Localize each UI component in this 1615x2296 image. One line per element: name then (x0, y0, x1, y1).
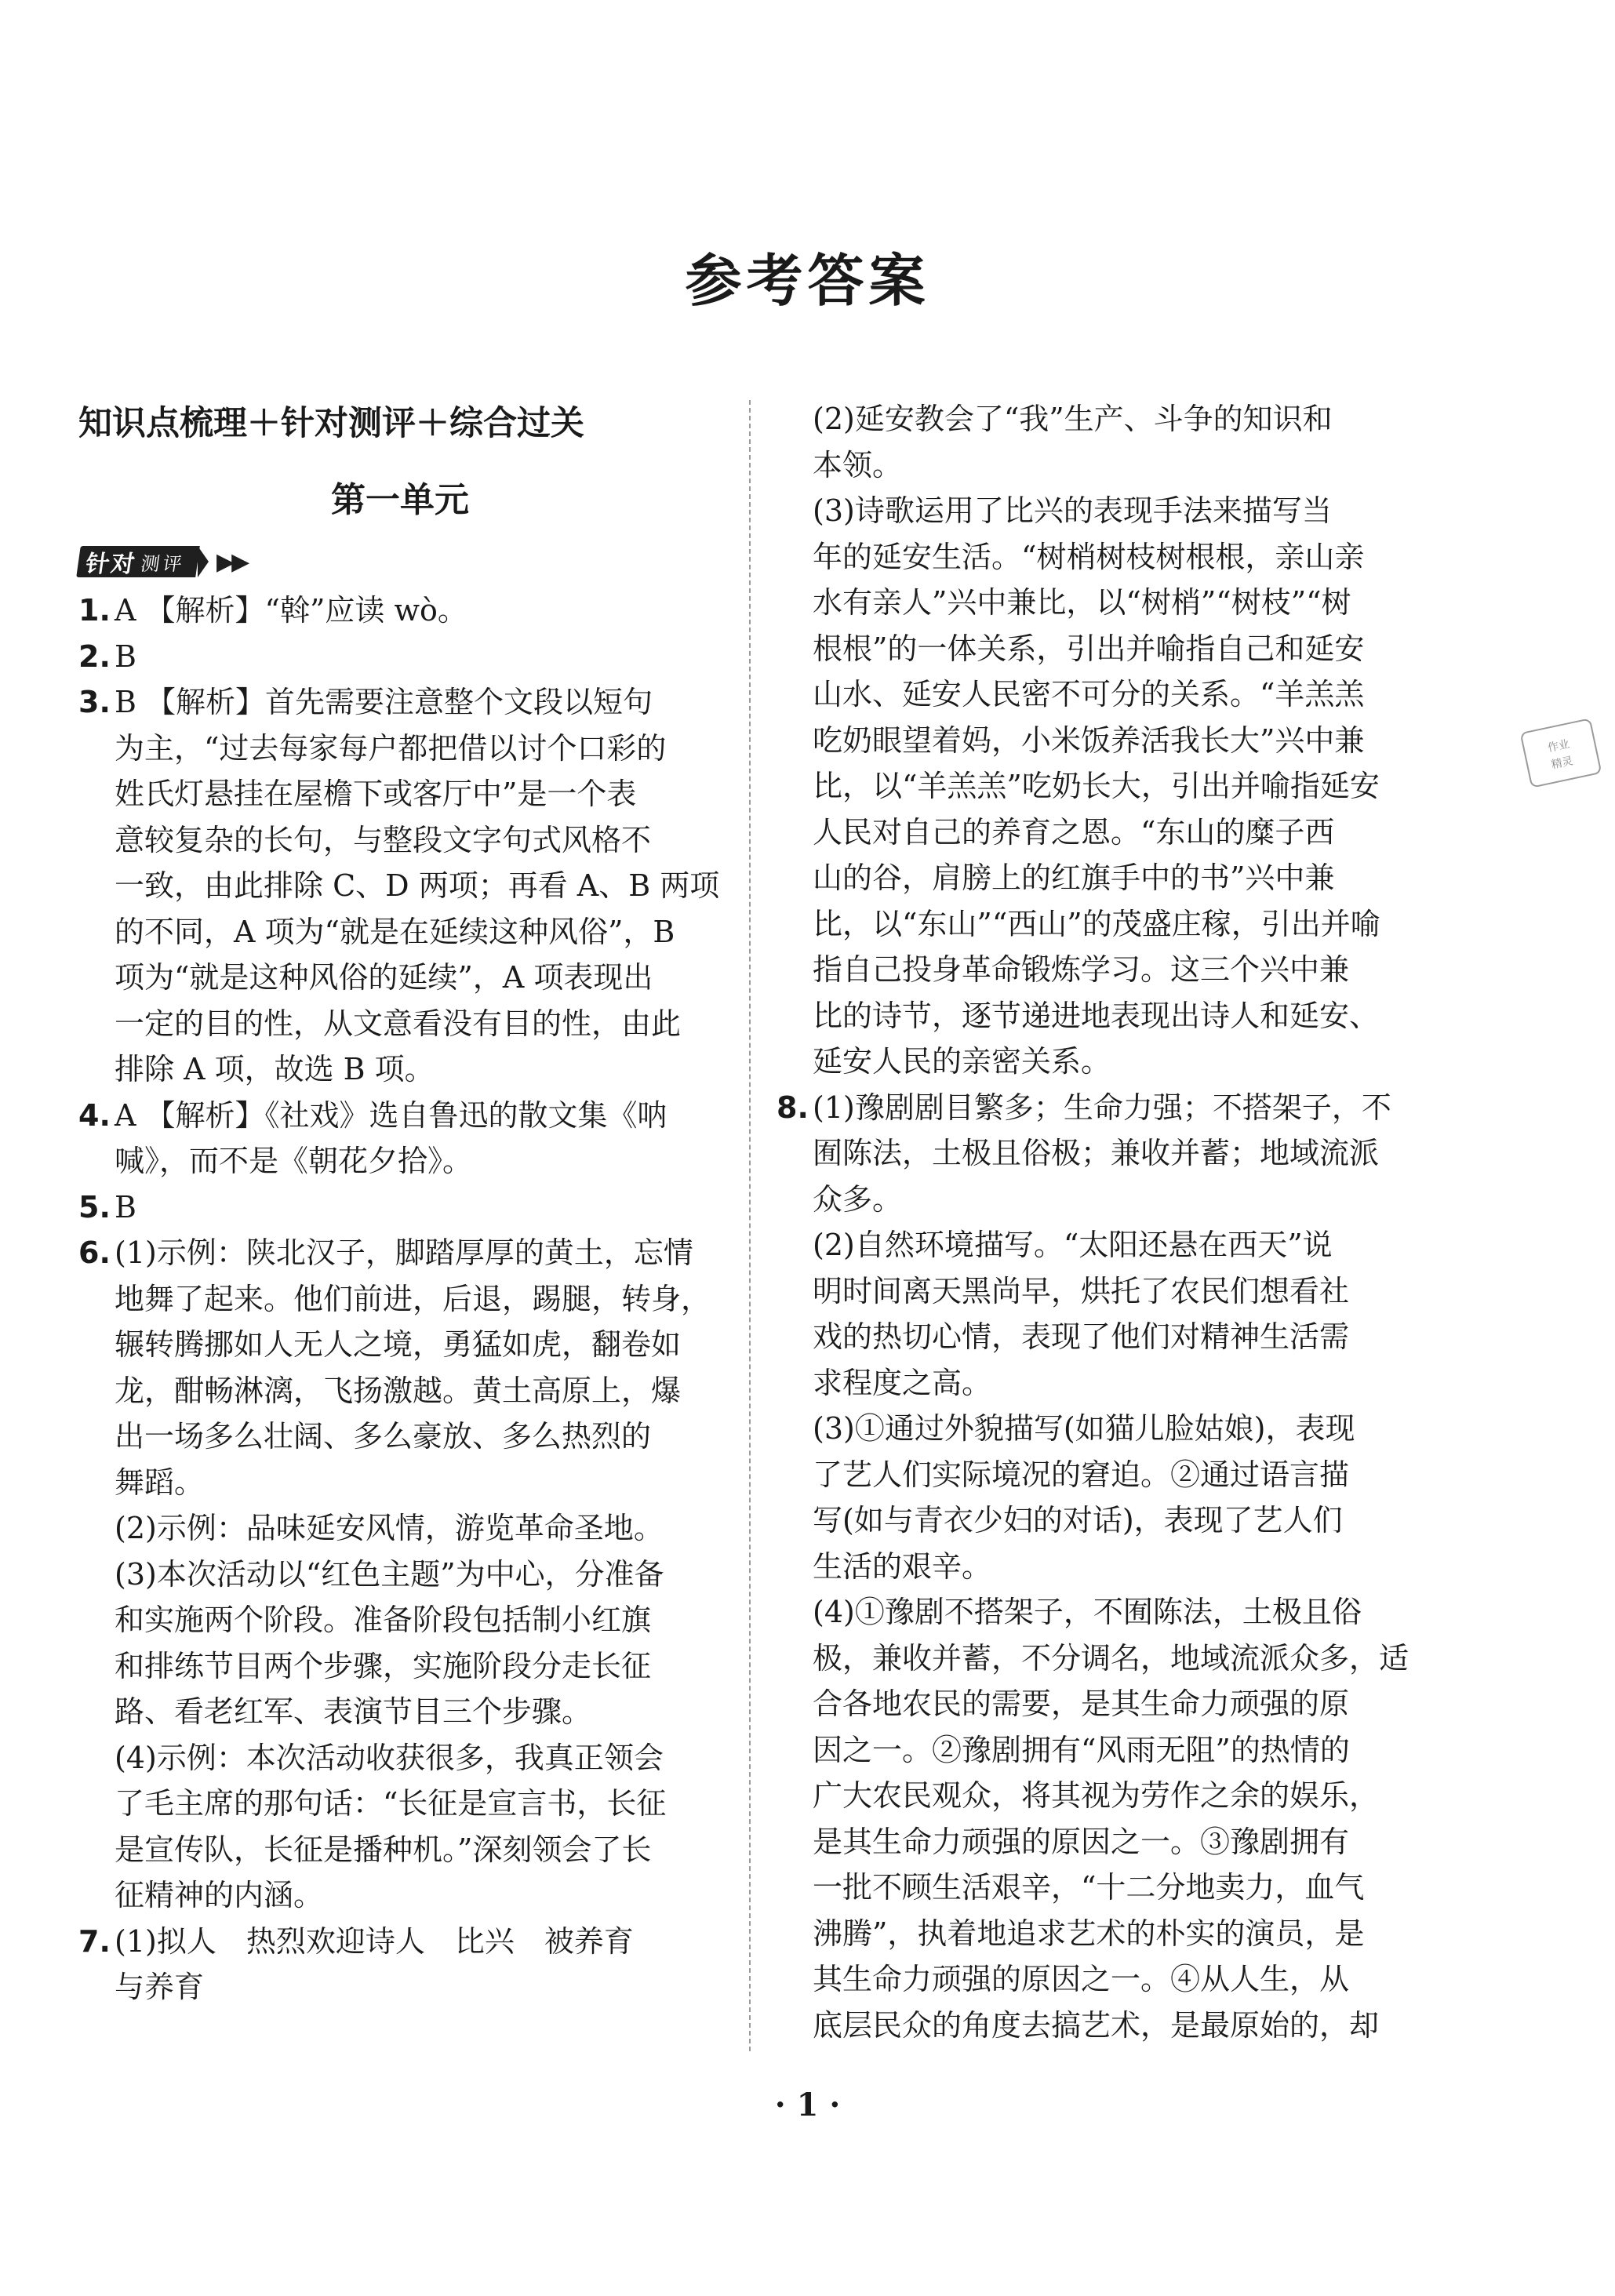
answer-line: 人民对自己的养育之恩。“东山的糜子西 (813, 814, 1335, 850)
answer-line: 众多。 (813, 1181, 903, 1217)
answer-number: 4. (78, 1097, 111, 1133)
answer-line: B (115, 639, 136, 674)
answer-line: 意较复杂的长句，与整段文字句式风格不 (115, 822, 652, 857)
answer-line: A 【解析】“斡”应读 wò。 (115, 593, 467, 628)
answer-line: 与养育 (115, 1970, 205, 2004)
answer-line: 的不同，A 项为“就是在延续这种风俗”，B (115, 914, 675, 949)
answer-line: (1)示例：陕北汉子，脚踏厚厚的黄土，忘情 (115, 1235, 693, 1270)
answer-item (78, 1093, 722, 1184)
answer-line: 指自己投身革命锻炼学习。这三个兴中兼 (813, 952, 1350, 987)
answer-line: 路、看老红军、表演节目三个步骤。 (115, 1694, 592, 1729)
answer-line: (2)自然环境描写。“太阳还悬在西天”说 (813, 1228, 1333, 1262)
answer-line: 山的谷，肩膀上的红旗手中的书”兴中兼 (813, 861, 1335, 895)
answer-line: B 【解析】首先需要注意整个文段以短句 (115, 685, 653, 719)
answer-number: 2. (78, 639, 111, 674)
answer-item (78, 1184, 722, 1231)
answer-line: 一批不顾生活艰辛，“十二分地卖力，血气 (813, 1870, 1365, 1905)
right-column (777, 396, 1420, 2048)
homework-stamp (1510, 702, 1612, 804)
answer-line: 合各地农民的需要，是其生命力顽强的原 (813, 1687, 1350, 1721)
answer-line: 一致，由此排除 C、D 两项；再看 A、B 两项 (115, 868, 720, 903)
answer-line: 水有亲人”兴中兼比，以“树梢”“树枝”“树 (813, 585, 1351, 620)
answer-number: 5. (78, 1189, 111, 1224)
answer-number: 1. (78, 593, 111, 628)
answer-line: 了艺人们实际境况的窘迫。②通过语言描 (813, 1457, 1350, 1492)
answer-line: 舞蹈。 (115, 1465, 205, 1500)
answer-line: B (115, 1189, 136, 1224)
answer-line: (4)示例：本次活动收获很多，我真正领会 (115, 1740, 664, 1775)
answer-line: (1)豫剧剧目繁多；生命力强；不搭架子，不 (813, 1090, 1391, 1125)
answer-line: (2)延安教会了“我”生产、斗争的知识和 (813, 402, 1333, 436)
answer-line: 其生命力顽强的原因之一。④从人生，从 (813, 1962, 1350, 1996)
answer-line: (2)示例：品味延安风情，游览革命圣地。 (115, 1511, 664, 1545)
answer-line: 一定的目的性，从文意看没有目的性，由此 (115, 1006, 682, 1041)
answer-line: A 【解析】《社戏》选自鲁迅的散文集《呐 (115, 1097, 667, 1133)
unit-heading: 第一单元 (331, 480, 469, 520)
answer-line: 姓氏灯悬挂在屋檐下或客厅中”是一个表 (115, 777, 637, 811)
test-badge (78, 542, 722, 581)
answer-line: 求程度之高。 (813, 1365, 992, 1400)
section-heading: 知识点梳理＋针对测评＋综合过关 (78, 404, 584, 443)
answer-continuation (777, 396, 1420, 1085)
badge-main-text: 针对 (84, 551, 138, 578)
answer-line: 生活的艰辛。 (813, 1548, 992, 1584)
double-arrow-icon: ▶▶ (216, 548, 247, 576)
answer-line: 项为“就是这种风俗的延续”，A 项表现出 (115, 960, 653, 995)
answer-list (777, 1085, 1420, 2049)
answer-line: 比的诗节，逐节递进地表现出诗人和延安、 (813, 998, 1380, 1033)
answer-line: 延安人民的亲密关系。 (813, 1044, 1111, 1079)
answer-line: 和排练节目两个步骤，实施阶段分走长征 (115, 1648, 652, 1683)
answer-line: 写(如与青衣少妇的对话)，表现了艺人们 (813, 1503, 1343, 1537)
answer-line: 明时间离天黑尚早，烘托了农民们想看社 (813, 1273, 1350, 1308)
answer-number: 6. (78, 1235, 111, 1270)
left-column (78, 396, 722, 2010)
answer-line: 为主，“过去每家每户都把借以讨个口彩的 (115, 730, 667, 766)
answer-line: 根根”的一体关系，引出并喻指自己和延安 (813, 631, 1365, 666)
answer-line: 比，以“东山”“西山”的茂盛庄稼，引出并喻 (813, 906, 1380, 941)
answer-line: 地舞了起来。他们前进，后退，踢腿，转身， (115, 1281, 711, 1316)
answer-item (78, 634, 722, 680)
answer-line: 囿陈法，土极且俗极；兼收并蓄；地域流派 (813, 1136, 1380, 1170)
answer-line: (3)诗歌运用了比兴的表现手法来描写当 (813, 493, 1332, 528)
answer-line: 辗转腾挪如人无人之境，勇猛如虎，翻卷如 (115, 1327, 682, 1362)
answer-line: 本领。 (813, 447, 903, 482)
page-title: 参考答案 (685, 248, 930, 314)
answer-line: 和实施两个阶段。准备阶段包括制小红旗 (115, 1603, 652, 1637)
answer-line: 是其生命力顽强的原因之一。③豫剧拥有 (813, 1824, 1350, 1859)
answer-item (78, 679, 722, 1093)
answer-line: 了毛主席的那句话：“长征是宣言书，长征 (115, 1786, 667, 1821)
answer-line: 出一场多么壮阔、多么豪放、多么热烈的 (115, 1419, 652, 1454)
answer-line: 喊》，而不是《朝花夕拾》。 (115, 1144, 473, 1178)
answer-number: 8. (777, 1090, 809, 1125)
answer-line: 山水、延安人民密不可分的关系。“羊羔羔 (813, 677, 1365, 711)
answer-line: 因之一。②豫剧拥有“风雨无阻”的热情的 (813, 1732, 1350, 1767)
answer-line: (1)拟人 热烈欢迎诗人 比兴 被养育 (115, 1923, 634, 1959)
answer-line: 广大农民观众，将其视为劳作之余的娱乐， (813, 1778, 1380, 1813)
answer-item (777, 1085, 1420, 2049)
answer-item (78, 1230, 722, 1919)
answer-line: 比，以“羊羔羔”吃奶长大，引出并喻指延安 (813, 769, 1380, 803)
answer-line: 是宣传队，长征是播种机。”深刻领会了长 (115, 1832, 652, 1867)
stamp-text-2: 精灵 (1550, 755, 1575, 772)
answer-line: 龙，酣畅淋漓，飞扬激越。黄土高原上，爆 (115, 1373, 682, 1408)
badge-sub-text: 测评 (139, 552, 187, 575)
answer-line: 排除 A 项，故选 B 项。 (115, 1052, 435, 1086)
answer-item (78, 588, 722, 634)
answer-line: 底层民众的角度去搞艺术，是最原始的，却 (813, 2007, 1380, 2043)
answer-line: (4)①豫剧不搭架子，不囿陈法，土极且俗 (813, 1595, 1362, 1629)
answer-line: 戏的热切心情，表现了他们对精神生活需 (813, 1319, 1350, 1354)
answer-item (78, 1919, 722, 2010)
page-number: · 1 · (774, 2087, 841, 2123)
stamp-text-1: 作业 (1546, 737, 1571, 755)
answer-list (78, 588, 722, 2010)
column-divider (749, 400, 751, 2051)
answer-number: 3. (78, 685, 111, 719)
answer-line: 极，兼收并蓄，不分调名，地域流派众多，适 (813, 1640, 1409, 1676)
answer-number: 7. (78, 1923, 111, 1959)
answer-line: 吃奶眼望着妈，小米饭养活我长大”兴中兼 (813, 722, 1365, 758)
answer-line: 征精神的内涵。 (115, 1878, 324, 1912)
answer-line: 沸腾”，执着地追求艺术的朴实的演员，是 (813, 1916, 1365, 1951)
answer-line: (3)本次活动以“红色主题”为中心，分准备 (115, 1556, 664, 1592)
answer-line: (3)①通过外貌描写(如猫儿脸姑娘)，表现 (813, 1411, 1355, 1446)
answer-line: 年的延安生活。“树梢树枝树根根，亲山亲 (813, 539, 1365, 574)
